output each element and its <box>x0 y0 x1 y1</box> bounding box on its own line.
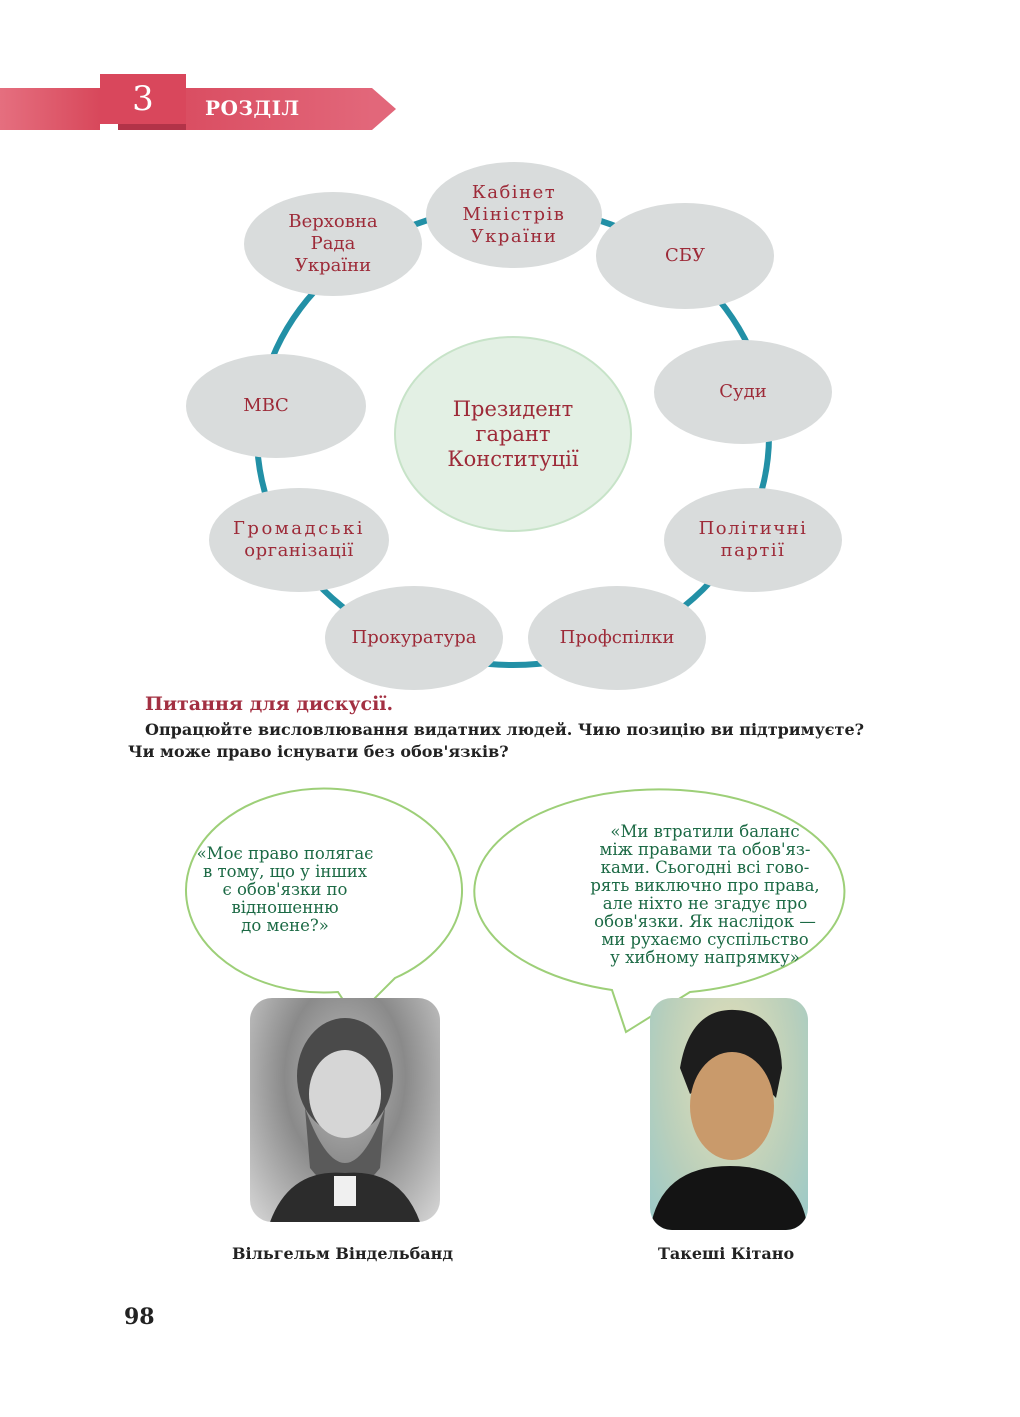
node-parties-line: Політичні <box>698 518 808 539</box>
portrait-kitano <box>650 998 808 1230</box>
quote-left-line: відношенню <box>231 898 339 917</box>
node-cabinet-line: Кабінет <box>471 182 557 203</box>
portrait-windelband <box>250 998 440 1222</box>
person-silhouette-icon <box>250 998 440 1222</box>
node-courts-line: Суди <box>719 381 767 402</box>
node-rada-line: України <box>294 255 372 276</box>
chapter-label: РОЗДІЛ <box>205 96 300 120</box>
node-mvs-line: МВС <box>243 395 289 416</box>
person-silhouette-icon <box>650 998 808 1230</box>
quote-right-line: між правами та обов'яз- <box>599 840 811 859</box>
node-unions-line: Профспілки <box>559 627 675 648</box>
caption-kitano: Такеші Кітано <box>658 1244 795 1263</box>
discussion-text: Чи може право існувати без обов'язків? <box>128 742 509 761</box>
discussion-title: Питання для дискусії. <box>145 693 394 715</box>
node-public-orgs-line: Громадські <box>233 518 365 539</box>
caption-windelband: Вільгельм Віндельбанд <box>232 1244 454 1263</box>
quote-right <box>565 823 845 967</box>
page-number: 98 <box>124 1304 155 1330</box>
node-cabinet-line: України <box>470 226 558 247</box>
quote-left-line: «Моє право полягає <box>196 844 374 863</box>
node-president-line: Конституції <box>447 446 579 471</box>
quote-right-line: але ніхто не згадує про <box>602 894 808 913</box>
quote-right-line: обов'язки. Як наслідок — <box>594 912 816 931</box>
quote-left-line: в тому, що у інших <box>202 862 368 881</box>
quote-left-line: є обов'язки по <box>222 880 348 899</box>
quote-right-line: рять виключно про права, <box>590 876 820 895</box>
quote-right-line: ми рухаємо суспільство <box>601 930 809 949</box>
node-rada-line: Рада <box>310 233 356 254</box>
node-president-line: гарант <box>475 421 551 446</box>
quote-left <box>160 845 410 935</box>
quote-right-line: «Ми втратили баланс <box>610 822 800 841</box>
discussion-text: Опрацюйте висловлювання видатних людей. Чию позицію ви підтримуєте? <box>145 720 865 739</box>
quote-right-line: у хибному напрямку» <box>610 948 800 967</box>
node-prosecutor-line: Прокуратура <box>351 627 477 648</box>
quote-left-line: до мене?» <box>241 916 329 935</box>
node-cabinet-line: Міністрів <box>462 204 566 225</box>
node-president-line: Президент <box>452 396 574 421</box>
node-sbu-line: СБУ <box>664 245 705 266</box>
chapter-number: 3 <box>100 74 186 124</box>
node-rada-line: Верховна <box>288 211 378 232</box>
node-public-orgs-line: організації <box>244 540 354 561</box>
node-parties-line: партії <box>720 540 786 561</box>
quote-right-line: ками. Сьогодні всі гово- <box>600 858 810 877</box>
